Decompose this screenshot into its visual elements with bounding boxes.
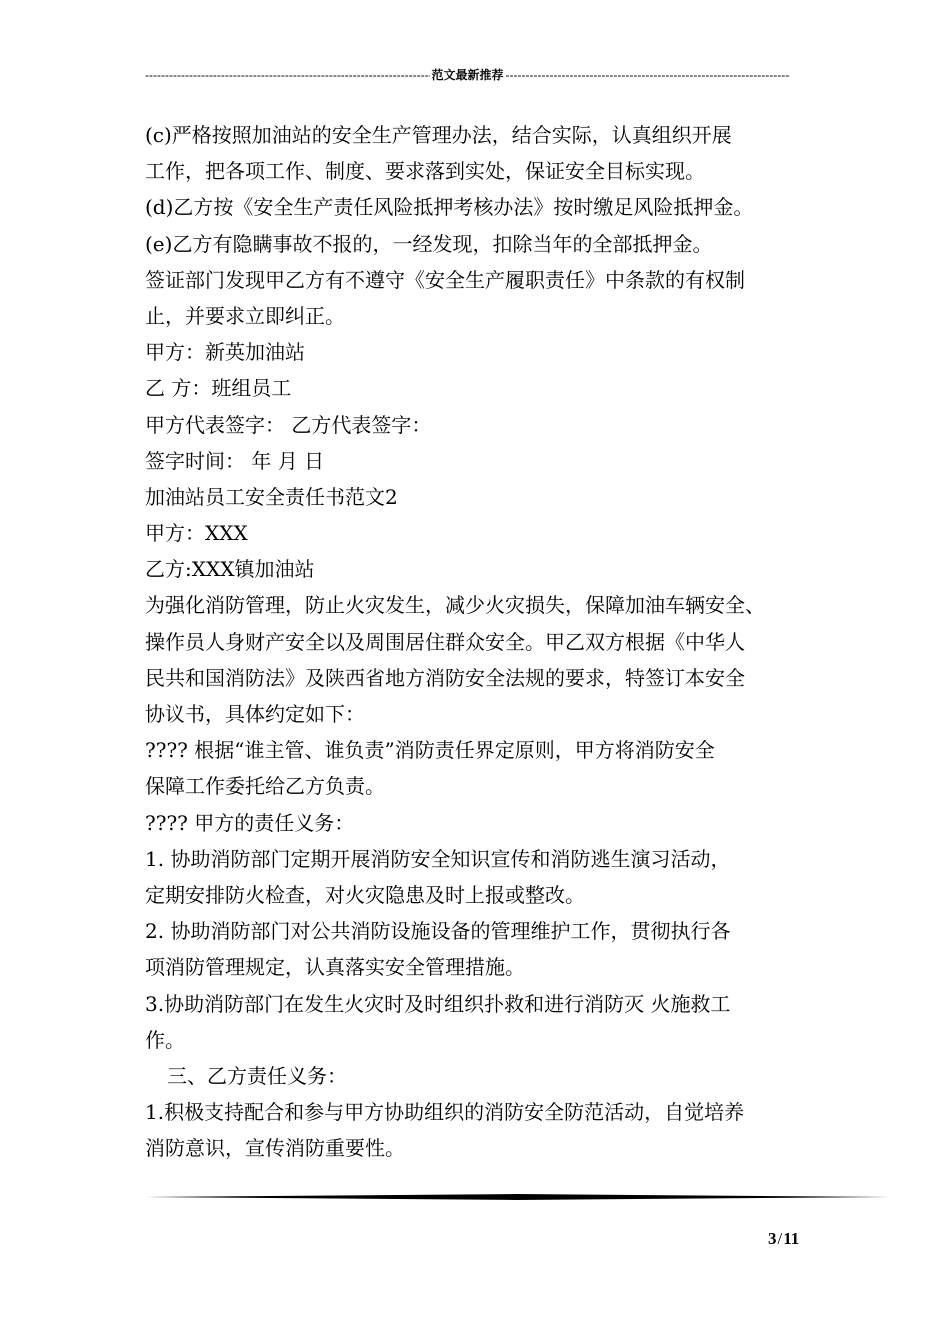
- text-line: 乙方:XXX镇加油站: [145, 557, 315, 582]
- text-line: 3.协助消防部门在发生火灾时及时组织扑救和进行消防灭 火施救工: [145, 991, 731, 1016]
- text-line: 甲方代表签字： 乙方代表签字：: [145, 412, 432, 437]
- text-line: (d)乙方按《安全生产责任风险抵押考核办法》按时缴足风险抵押金。: [145, 195, 754, 220]
- text-line: 消防意识，宣传消防重要性。: [145, 1136, 405, 1161]
- text-line: 2. 协助消防部门对公共消防设施设备的管理维护工作，贯彻执行各: [145, 919, 731, 944]
- text-line: 止，并要求立即纠正。: [145, 303, 345, 328]
- text-line: 签字时间： 年 月 日: [145, 448, 325, 473]
- text-line: 乙 方：班组员工: [145, 376, 292, 401]
- text-line: 民共和国消防法》及陕西省地方消防安全法规的要求，特签订本安全: [145, 665, 745, 690]
- page-total: 11: [783, 1229, 800, 1248]
- section-title: 加油站员工安全责任书范文2: [145, 484, 398, 509]
- text-line: 项消防管理规定，认真落实安全管理措施。: [145, 955, 525, 980]
- text-line: 协议书，具体约定如下：: [145, 702, 365, 726]
- text-line: 操作员人身财产安全以及周围居住群众安全。甲乙双方根据《中华人: [145, 629, 745, 654]
- page-current: 3: [768, 1229, 777, 1248]
- text-line: 定期安排防火检查，对火灾隐患及时上报或整改。: [145, 882, 585, 907]
- text-line: 作。: [145, 1027, 185, 1052]
- text-line: 为强化消防管理，防止火灾发生，减少火灾损失，保障加油车辆安全、: [145, 593, 765, 618]
- page-number: [768, 1229, 799, 1249]
- header-title: 范文最新推荐: [431, 68, 504, 82]
- text-line: 1. 协助消防部门定期开展消防安全知识宣传和消防逃生演习活动，: [145, 846, 731, 871]
- text-line: ???? 甲方的责任义务：: [145, 810, 355, 835]
- section-heading: 三、乙方责任义务：: [167, 1063, 347, 1088]
- text-line: 1.积极支持配合和参与甲方协助组织的消防安全防范活动，自觉培养: [145, 1100, 745, 1125]
- text-line: (c)严格按照加油站的安全生产管理办法，结合实际，认真组织开展: [145, 123, 732, 147]
- text-line: 工作，把各项工作、制度、要求落到实处，保证安全目标实现。: [145, 159, 705, 184]
- document-body: [145, 117, 810, 1166]
- text-line: ???? 根据“谁主管、谁负责”消防责任界定原则，甲方将消防安全: [145, 738, 715, 763]
- footer-rule: [145, 1194, 890, 1200]
- page-header: [145, 66, 790, 83]
- text-line: 签证部门发现甲乙方有不遵守《安全生产履职责任》中条款的有权制: [145, 267, 745, 292]
- text-line: (e)乙方有隐瞒事故不报的，一经发现，扣除当年的全部抵押金。: [145, 231, 713, 256]
- header-dashes-right: [506, 68, 790, 82]
- text-line: 保障工作委托给乙方负责。: [145, 774, 385, 799]
- text-line: 甲方：新英加油站: [145, 340, 305, 365]
- header-dashes-left: [145, 68, 430, 82]
- page-separator: /: [777, 1229, 783, 1248]
- text-line: 甲方：XXX: [145, 521, 248, 546]
